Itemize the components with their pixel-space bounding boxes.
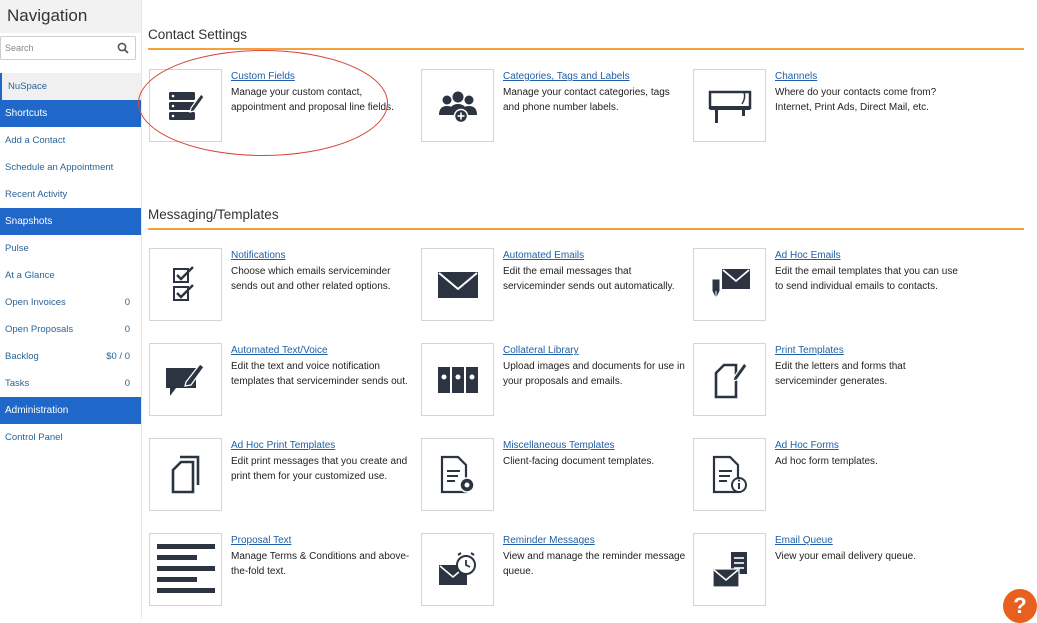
card-tile[interactable] <box>693 438 766 511</box>
card-tile[interactable] <box>421 69 494 142</box>
card-text <box>775 438 960 469</box>
card-title-link[interactable]: Notifications <box>231 250 286 261</box>
card-description: Upload images and documents for use in your proposals and emails. <box>503 360 685 387</box>
card-print-templates <box>693 343 963 421</box>
card-title-link[interactable]: Ad Hoc Print Templates <box>231 440 336 451</box>
card-title-link[interactable]: Categories, Tags and Labels <box>503 71 630 82</box>
card-categories-tags-and-labels <box>421 69 691 147</box>
binders-icon <box>437 365 479 395</box>
envelope-icon <box>437 269 479 301</box>
section-divider <box>148 48 1024 50</box>
search-icon[interactable] <box>117 42 129 54</box>
sidebar-item-schedule-an-appointment[interactable] <box>0 154 141 181</box>
card-ad-hoc-forms <box>693 438 963 516</box>
document-edit-icon <box>712 359 748 401</box>
card-channels <box>693 69 963 147</box>
card-title-link[interactable]: Miscellaneous Templates <box>503 440 615 451</box>
sidebar-section-snapshots <box>0 208 141 235</box>
card-tile[interactable] <box>421 533 494 606</box>
card-tile[interactable] <box>421 248 494 321</box>
card-description: Client-facing document templates. <box>503 455 655 467</box>
card-custom-fields <box>149 69 419 147</box>
card-description: Ad hoc form templates. <box>775 455 878 467</box>
card-text <box>503 438 688 469</box>
card-description: Edit the email messages that serviceminder sends out automatically. <box>503 265 675 292</box>
card-automated-text-voice <box>149 343 419 421</box>
card-tile[interactable] <box>149 533 222 606</box>
sidebar-item-label: NuSpace <box>8 81 48 92</box>
card-title-link[interactable]: Collateral Library <box>503 345 579 356</box>
card-description: Edit the letters and forms that serviceminder generates. <box>775 360 906 387</box>
card-ad-hoc-print-templates <box>149 438 419 516</box>
document-info-icon <box>710 454 750 496</box>
sidebar-item-label: Add a Contact <box>5 135 66 146</box>
section-title-messaging-templates: Messaging/Templates <box>148 207 279 222</box>
sidebar-item-control-panel[interactable] <box>0 424 141 451</box>
sidebar-item-recent-activity[interactable] <box>0 181 141 208</box>
card-title-link[interactable]: Ad Hoc Forms <box>775 440 839 451</box>
card-proposal-text <box>149 533 419 611</box>
card-description: Manage your contact categories, tags and phone number labels. <box>503 86 670 113</box>
sidebar-item-label: Tasks <box>5 378 30 389</box>
database-edit-icon <box>166 86 206 126</box>
card-miscellaneous-templates <box>421 438 691 516</box>
sidebar-section-administration <box>0 397 141 424</box>
card-text <box>231 438 416 485</box>
sidebar-title: Navigation <box>0 0 141 33</box>
card-tile[interactable] <box>149 248 222 321</box>
card-text <box>503 533 688 580</box>
card-description: View and manage the reminder message queue. <box>503 550 686 577</box>
group-add-icon <box>437 88 479 124</box>
sidebar-item-at-a-glance[interactable] <box>0 262 141 289</box>
sidebar-item-label: Open Proposals <box>5 324 74 335</box>
sidebar-item-open-invoices[interactable] <box>0 289 141 316</box>
sidebar-item-count: 0 <box>124 297 130 308</box>
search-box[interactable] <box>0 36 136 60</box>
card-ad-hoc-emails <box>693 248 963 326</box>
sidebar-menu <box>0 73 141 451</box>
sidebar-item-label: At a Glance <box>5 270 55 281</box>
card-text <box>503 248 688 295</box>
card-tile[interactable] <box>149 343 222 416</box>
documents-icon <box>168 454 204 496</box>
card-text <box>231 343 416 390</box>
main-content <box>141 0 1024 618</box>
sidebar-item-backlog[interactable] <box>0 343 141 370</box>
text-lines-icon <box>155 540 217 600</box>
sidebar-item-label: Recent Activity <box>5 189 68 200</box>
sidebar-item-add-a-contact[interactable] <box>0 127 141 154</box>
section-divider <box>148 228 1024 230</box>
card-tile[interactable] <box>149 438 222 511</box>
mail-queue-icon <box>709 549 751 591</box>
card-title-link[interactable]: Proposal Text <box>231 535 292 546</box>
card-description: Edit the email templates that you can use to send individual emails to contacts. <box>775 265 958 292</box>
card-description: View your email delivery queue. <box>775 550 917 562</box>
help-button[interactable]: ? <box>1003 589 1037 623</box>
card-tile[interactable] <box>421 343 494 416</box>
card-text <box>503 343 688 390</box>
card-title-link[interactable]: Reminder Messages <box>503 535 595 546</box>
card-text <box>503 69 688 116</box>
card-description: Choose which emails serviceminder sends out and other related options. <box>231 265 391 292</box>
card-text <box>231 248 416 295</box>
card-description: Manage Terms & Conditions and above-the-fold text. <box>231 550 410 577</box>
card-text <box>775 343 960 390</box>
document-gear-icon <box>438 454 478 496</box>
card-tile[interactable] <box>693 69 766 142</box>
card-title-link[interactable]: Print Templates <box>775 345 844 356</box>
pen-envelope-icon <box>708 265 752 305</box>
card-collateral-library <box>421 343 691 421</box>
alarm-icon <box>437 551 479 589</box>
sidebar-item-label: Control Panel <box>5 432 63 443</box>
sidebar-item-count: 0 <box>124 378 130 389</box>
sidebar-item-label: Administration <box>5 405 69 416</box>
chat-edit-icon <box>164 360 208 400</box>
card-text <box>775 533 960 564</box>
card-description: Edit the text and voice notification templates that serviceminder sends out. <box>231 360 408 387</box>
sidebar-item-label: Schedule an Appointment <box>5 162 114 173</box>
card-title-link[interactable]: Automated Emails <box>503 250 585 261</box>
card-notifications <box>149 248 419 326</box>
card-title-link[interactable]: Automated Text/Voice <box>231 345 328 356</box>
card-automated-emails <box>421 248 691 326</box>
card-description: Where do your contacts come from? Internet, Print Ads, Direct Mail, etc. <box>775 86 937 113</box>
sidebar-item-label: Shortcuts <box>5 108 48 119</box>
sidebar-item-label: Open Invoices <box>5 297 66 308</box>
sidebar-item-label: Snapshots <box>5 216 53 227</box>
card-tile[interactable] <box>693 343 766 416</box>
sidebar-item-pulse[interactable] <box>0 235 141 262</box>
sidebar-item-label: Pulse <box>5 243 29 254</box>
sidebar-item-nuspace[interactable] <box>0 73 141 100</box>
card-tile[interactable] <box>693 533 766 606</box>
card-text <box>231 69 416 116</box>
card-title-link[interactable]: Email Queue <box>775 535 833 546</box>
sidebar-item-open-proposals[interactable] <box>0 316 141 343</box>
checklist-icon <box>171 265 201 305</box>
sidebar-item-count: $0 / 0 <box>106 351 130 362</box>
card-text <box>231 533 416 580</box>
card-title-link[interactable]: Ad Hoc Emails <box>775 250 841 261</box>
card-tile[interactable] <box>693 248 766 321</box>
card-text <box>775 248 960 295</box>
card-tile[interactable] <box>149 69 222 142</box>
sidebar-section-shortcuts <box>0 100 141 127</box>
search-input[interactable] <box>5 38 105 58</box>
sidebar-item-label: Backlog <box>5 351 39 362</box>
section-title-contact-settings: Contact Settings <box>148 27 248 42</box>
card-title-link[interactable]: Custom Fields <box>231 71 295 82</box>
card-email-queue <box>693 533 963 611</box>
sidebar-item-count: 0 <box>124 324 130 335</box>
billboard-icon <box>708 86 752 126</box>
sidebar-item-tasks[interactable] <box>0 370 141 397</box>
card-title-link[interactable]: Channels <box>775 71 818 82</box>
card-description: Edit print messages that you create and print them for your customized use. <box>231 455 408 482</box>
card-text <box>775 69 960 116</box>
card-reminder-messages <box>421 533 691 611</box>
sidebar <box>0 0 142 618</box>
card-tile[interactable] <box>421 438 494 511</box>
card-description: Manage your custom contact, appointment and proposal line fields. <box>231 86 394 113</box>
